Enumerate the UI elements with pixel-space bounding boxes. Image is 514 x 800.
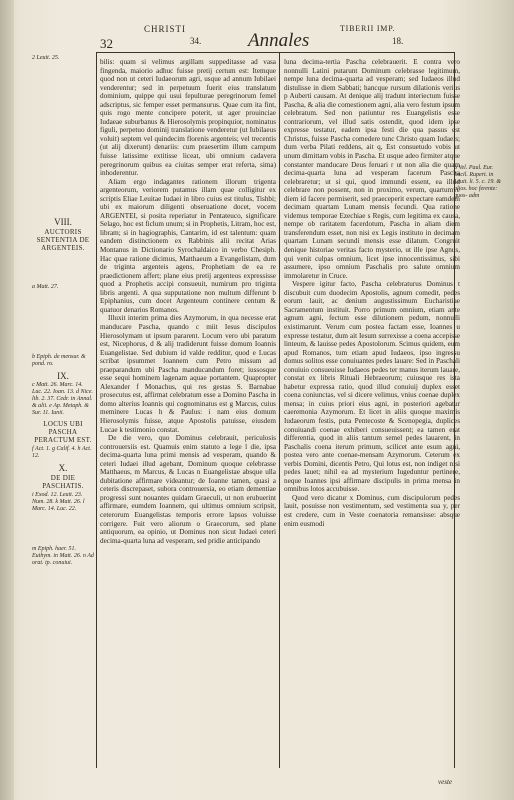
paragraph: luna decima-tertia Pascha celebrauerit. E contra vero nonnulli Latini putarunt Dominum celebrasse legitimum, nempe luna decima-quarta ad vesperam; sed Iudaeos illud distulisse in diem Sabbati; hancque rursum dilationis verius p Auberti causam. At denique alij tradunt interiectum fuisse Pascha, & alia die comestionem agni, alia vero festum ipsum celebratum. Sed non patiuntur res Euangelistis esse contrariorum, vel illud satis ostendit, quod idem ipse expresse testatur, eadem ipsa festi die qua passus est Christus, fuisse Pascha comedere tunc Christo quam Iudaeis; dum verba Pilati reddens, ait q, Est consuetudo vobis ut unum dimittam vobis in Pascha. Et usque adeo firmiter atque constanter manducare Deus feruari r ut non alia die quam decima-quarta luna ad vesperam facerum Pascha celebraretur; ut si qui, quod immundi essent, ea illud celebrare non possent, non in proximo, verum, quartumve diem id facere permiserit, sed praeceperit expectare eamdem decimam quartam Lunam mensis fecundi. Qua ratione videmus temporae Ezechiae s Regis, cum legitima ex causa, nempe ob raritatem facerdotum, Pascha in aliam diem transferendum esset, non nisi ex Legis instituto in decimam quartam Lunam secundi mensis esse dilatum. Congruit denique historiae veritas facto mysterio, ut ille ipse Agnus, qui venit culpas omnium, licet ipse innocentissimus, sibi assumere, ipso omnium Paschalis pro salute omnium immolaretur in Cruce.	[284, 58, 460, 280]
margin-reference: i Exod. 12. Leuit. 23. Num. 28. k Matt. 26. l Marc. 14. Luc. 22.	[32, 492, 85, 512]
header-right-year: 18.	[392, 36, 404, 46]
text-column-right	[284, 58, 460, 528]
running-header	[14, 12, 504, 52]
margin-reference: a Matt. 27.	[32, 284, 59, 290]
left-column-rule	[96, 52, 97, 768]
header-left-title: CHRISTI	[144, 24, 187, 34]
margin-reference: c Matt. 26. Marc. 14. Luc. 22. Ioan. 13. d Nice. lib. 2. 37. Cedr. in Annal. & alii. e Ap. Metaph. & Sur. 11. Iunii.	[32, 382, 93, 416]
paragraph: Vespere igitur facto, Pascha celebraturus Dominus t discubuit cum duodecim Apostolis, agnum comedit, pedes eorum lauit, ac denium augustissimum Eucharistiae Sacramentum instituit. Porro primum omnium, etiam ante agnum agni, fectum esse dilutionem pedum, nonnulli existimarunt. Verum cum postea factam esse, Ioannes u expresse testatur, dum ait Iesum surrexisse a coena accepisse linteum, & lauisse pedes Apostolorum. Scimus quidem, eum apud Romanos, tum etiam apud Iudaeos, ipso ingressu domus solitos esse conuiuantes pedes lauare: Sed in Paschali conuiuio consueuisse Iudaeos pedes ter manus iterum lauare, constat ex libris Rituali Hebraeorum; cuiusque res ista habetur expressa ratio, quod illud conuiuij duplex esset coena coniunctas, vel si dicere velimus, vnius coenae duplex mensa; in cuius priori eius agni, in posteriori agebatur caeremonia Azymorum. Et licet in aliis quoque maximis Iudaeorum festis, puta Pentecoste & Scenopegia, duplices conuiuandi coenae exhiberi consueuissent; ea tamen erat differentia, quod in aliis tantum semel pedes lauarent, in Paschalis coena iterum primum, scilicet ante esum agni, postea vero ante coenae-mensam Azymorum. Ceterum ex verbis Domini, dicentis Petro, Qui lotus est, non indiget nisi pedes lauet; nihil ea ad mysterium Iugeduntur pertinere, neque Ioannes ipsi affirmare discipulis in prima mensa in omnibus lotos accubuisse.	[284, 280, 460, 494]
paragraph: Illuxit interim prima dies Azymorum, in qua necesse erat manducare Pascha, quando c miit Iesus discipulos Hierosolymam ut ipsum pararent. Locum vero ubi paratum est, Nicephorus, d & alij tradiderunt fuisse domum Ioannis Euangelistae. Sed dubium id valde redditur, quod e Lucas scribat ipsummet Ioannem cum Petro missum ad praeparandum ubi Pascha manducandum foret; iussosque esse sequi hominem lagenam aquae portantem. Quapropter Alexander f Monachus, qui res gestas S. Barnabae prosecutus est, affirmat celebratum esse a Domino Pascha in domo alterius Ioannis qui cognominatus est g Marcus, cuius meminere Lucas h & Paulus: i nam eius domum Hierosolymis fuisse, atque Apostolis patuisse, eiusdem Lucae k testimonio constat.	[100, 314, 276, 434]
margin-reference: b Epiph. de mensur. & pond. ro.	[32, 354, 86, 367]
section-heading: AUCTORIS SENTENTIA DE ARGENTEIS.	[36, 228, 90, 252]
right-margin-notes	[454, 55, 502, 203]
book-spine	[0, 0, 14, 800]
paragraph: Aliam ergo indagantes rationem illorum trigenta argenteorum, veriorem putamus illam quae colligitur ex scriptis Eliae Leuitae Iudaei in libro cuius est titulus, Tishbi; ubi ex maiorum diligenti obseruatione docet, vocem ARGENTEI, si posita reperiatur in Pentateuco, significare Selago, hoc est ficlum unum; si in Prophetis, Litram, hoc est, libram; si in hagiographis, Cantarim, id est talentum: quam eandem distinctionem ex Rabbinis alii recitat Arias Montanus in Dictionario Syrochaldaico in verbo Chesiph. Hac quae ratione dicimus, Matthaeum a Evangelistam, dum de triginta argenteis agens, Prophetiam de ea re praedictionem affert; plane eius pretij argenteos expressisse quod a Prophetis accipi consueuit, numirum pro triginta libris argenti. A qua supputatione non multum differunt b Epiphanius, cum docet Argenteum continere centum & quatuor denarios Romanos.	[100, 177, 276, 314]
section-heading: DE DIE PASCHATIS.	[42, 474, 84, 490]
section-number: VIII.	[54, 217, 72, 227]
margin-reference: o Vel. Paul. Eur. Lucil. Rupert. in Leuit. li. 5. c. 19. & alios. hoc ferente: quos- adm	[454, 165, 501, 199]
section-number: X.	[58, 463, 68, 473]
section-number: IX.	[57, 371, 69, 381]
margin-reference: m Epiph. haer. 51. Euthym. in Matt. 26. n Ad orat. ip. conuiui.	[32, 546, 94, 566]
header-rule	[96, 52, 454, 53]
text-column-left	[100, 58, 276, 545]
book-page	[14, 0, 504, 800]
center-column-rule	[279, 52, 280, 768]
paragraph: Quod vero dicatur x Dominus, cum discipulorum pedes lauit, posuisse non vestimentum, sed vestimenta sua y, per est credere, cum in Veste coenatoria remansisse: absque enim eusmodi	[284, 493, 460, 528]
header-right-title: TIBERII IMP.	[340, 24, 396, 33]
catchword: veste	[438, 778, 452, 786]
margin-reference: f Act. 1. g Calif. 4. h Act. 12.	[32, 446, 92, 459]
header-center-title: Annales	[248, 30, 310, 51]
margin-reference: 2 Leuit. 25.	[32, 55, 60, 61]
left-margin-notes	[32, 55, 94, 570]
header-left-year: 34.	[190, 36, 202, 46]
section-heading: LOCUS UBI PASCHA PERACTUM EST.	[34, 420, 92, 444]
paragraph: De die vero, quo Dominus celebrauit, periculosis controuersiis est. Quamuis enim statuto a lege l die, ipsa decima-quarta luna primi mensis ad vesperam, quando & ceteri Iudaei illud agebant, Dominum quoque celebrasse Matthaeus, m Marcus, & Lucas n Euangelistae absque ulla dubitatione affirmare videantur; de Ioanne tamen, quasi a ceteris discrepaset, subora controuersia, eo etiam dementiae progressi sunt nouantes quidam Graeculi, ut non erubuerint affirmare, eumdem Ioannem, qui ultimus omnium scripsit, ceterorum Euangelistas temporis errore lapsos voluisse corrigere. Fuit vero aliorum o Graecorum, sed plane antiquorum, ea opinio, ut Dominus non sicut Iudaei ceteri decima-quarta luna ad vesperam, sed pridie anticipando	[100, 434, 276, 545]
page-number: 32	[100, 36, 113, 51]
paragraph: bilis: quam si velimus argillam suppeditasse ad vasa fingenda, maiorio adhuc fuisse pretij certum est: Itemque quod non ut ceteri Iudaeorum agri, usque ad annum Iubilaei venderentur; sed in perpetuum fuerit eius translatum dominium, quippe qui usui fepulturae peregrinorum femel adscriptus, sic femper esset permansurus. Quae cum ita fint, quis rogo mente concipere poterit, ut ager prouinciae Iudaeae suburbanus & Hierosolymis propinquior, nominatus figuli, perpetuo dominij translatione venderetur (ut Iubilaeus voluit) septem vel quindecim florenis argenteis; vel trecentis (ut alij dixerunt) denariis: cum praesertim illum campum fuisse latissime extitisse liceat, ubi omnium cadavera peregrinorum quibus ea ciuitas semper erat referta, sima) inhoderentur.	[100, 58, 276, 178]
